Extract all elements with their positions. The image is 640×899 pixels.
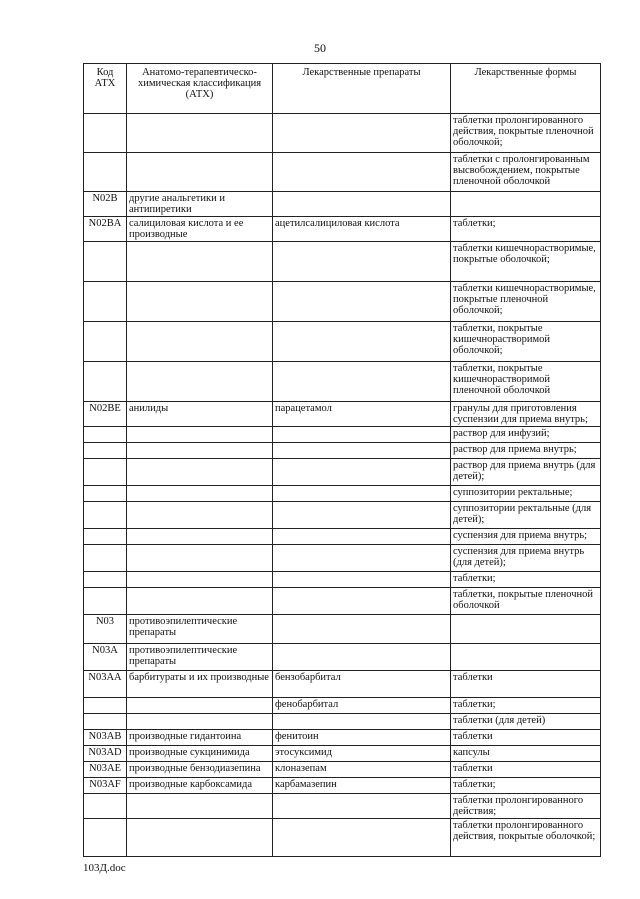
cell-form: таблетки пролонгированного действия, покрытые оболочкой; (451, 819, 601, 857)
table-row (84, 192, 601, 217)
cell-code: N03A (84, 644, 127, 671)
cell-drug (273, 502, 451, 529)
cell-form: таблетки с пролонгированным высвобождением, покрытые пленочной оболочкой (451, 153, 601, 192)
cell-drug (273, 192, 451, 217)
cell-drug: карбамазепин (273, 778, 451, 794)
cell-code (84, 572, 127, 588)
cell-form: таблетки, покрытые пленочной оболочкой (451, 588, 601, 615)
table-row (84, 730, 601, 746)
table-row (84, 615, 601, 644)
cell-form: таблетки, покрытые кишечнорастворимой оболочкой; (451, 322, 601, 362)
cell-drug (273, 529, 451, 545)
table-row (84, 402, 601, 427)
table-header (84, 64, 601, 114)
cell-drug (273, 486, 451, 502)
cell-drug (273, 322, 451, 362)
cell-drug (273, 443, 451, 459)
cell-drug (273, 459, 451, 486)
cell-code (84, 819, 127, 857)
cell-form (451, 644, 601, 671)
cell-atx (127, 529, 273, 545)
cell-atx: производные бензодиазепина (127, 762, 273, 778)
cell-atx: анилиды (127, 402, 273, 427)
table-row (84, 794, 601, 819)
table-row (84, 644, 601, 671)
cell-form (451, 615, 601, 644)
cell-atx (127, 427, 273, 443)
table-row (84, 671, 601, 698)
cell-code (84, 282, 127, 322)
cell-atx (127, 443, 273, 459)
cell-form: таблетки кишечнорастворимые, покрытые оболочкой; (451, 242, 601, 282)
cell-atx: производные гидантоина (127, 730, 273, 746)
cell-form: таблетки (451, 762, 601, 778)
cell-code (84, 794, 127, 819)
cell-drug (273, 714, 451, 730)
cell-drug (273, 644, 451, 671)
cell-code: N03 (84, 615, 127, 644)
cell-drug (273, 114, 451, 153)
cell-drug: фенитоин (273, 730, 451, 746)
table-row (84, 588, 601, 615)
header-code: Код АТХ (84, 64, 127, 114)
cell-code (84, 588, 127, 615)
table-row (84, 819, 601, 857)
cell-atx: барбитураты и их производные (127, 671, 273, 698)
table-row (84, 486, 601, 502)
footer-filename: 103Д.doc (83, 862, 126, 874)
cell-code: N03AB (84, 730, 127, 746)
cell-drug (273, 427, 451, 443)
table-row (84, 114, 601, 153)
cell-atx (127, 572, 273, 588)
cell-form: таблетки; (451, 698, 601, 714)
cell-atx (127, 698, 273, 714)
table-row (84, 282, 601, 322)
table-row (84, 459, 601, 486)
cell-code (84, 242, 127, 282)
cell-drug (273, 545, 451, 572)
cell-atx: салициловая кислота и ее производные (127, 217, 273, 242)
cell-atx (127, 794, 273, 819)
cell-form: раствор для приема внутрь; (451, 443, 601, 459)
cell-drug (273, 794, 451, 819)
cell-atx (127, 153, 273, 192)
cell-atx (127, 362, 273, 402)
cell-drug (273, 588, 451, 615)
cell-code: N03AD (84, 746, 127, 762)
cell-form: раствор для инфузий; (451, 427, 601, 443)
table-row (84, 529, 601, 545)
table-row (84, 322, 601, 362)
cell-code: N03AA (84, 671, 127, 698)
cell-code: N03AF (84, 778, 127, 794)
cell-form: суппозитории ректальные; (451, 486, 601, 502)
cell-drug: бензобарбитал (273, 671, 451, 698)
table-row (84, 572, 601, 588)
table-row (84, 762, 601, 778)
cell-atx: противоэпилептические препараты (127, 615, 273, 644)
cell-code: N02BA (84, 217, 127, 242)
table-row (84, 746, 601, 762)
header-drugs: Лекарственные препараты (273, 64, 451, 114)
cell-code (84, 529, 127, 545)
cell-atx (127, 486, 273, 502)
cell-form: таблетки (для детей) (451, 714, 601, 730)
cell-code (84, 459, 127, 486)
cell-code (84, 362, 127, 402)
cell-drug (273, 819, 451, 857)
cell-form: суспензия для приема внутрь; (451, 529, 601, 545)
cell-atx (127, 545, 273, 572)
cell-code (84, 502, 127, 529)
table-row (84, 502, 601, 529)
cell-form: капсулы (451, 746, 601, 762)
cell-atx: другие анальгетики и антипиретики (127, 192, 273, 217)
cell-code (84, 114, 127, 153)
table-row (84, 778, 601, 794)
table-row (84, 153, 601, 192)
cell-atx (127, 322, 273, 362)
cell-form (451, 192, 601, 217)
cell-drug (273, 282, 451, 322)
cell-code (84, 322, 127, 362)
cell-drug: клоназепам (273, 762, 451, 778)
table-row (84, 698, 601, 714)
cell-form: таблетки (451, 671, 601, 698)
cell-code (84, 698, 127, 714)
cell-form: таблетки, покрытые кишечнорастворимой пленочной оболочкой (451, 362, 601, 402)
table-row (84, 362, 601, 402)
cell-drug: парацетамол (273, 402, 451, 427)
cell-form: таблетки; (451, 572, 601, 588)
cell-form: таблетки пролонгированного действия, покрытые пленочной оболочкой; (451, 114, 601, 153)
cell-drug (273, 242, 451, 282)
table-row (84, 714, 601, 730)
header-forms: Лекарственные формы (451, 64, 601, 114)
cell-atx (127, 502, 273, 529)
cell-form: таблетки кишечнорастворимые, покрытые пленочной оболочкой; (451, 282, 601, 322)
cell-form: таблетки; (451, 217, 601, 242)
cell-form: таблетки пролонгированного действия; (451, 794, 601, 819)
cell-drug: ацетилсалициловая кислота (273, 217, 451, 242)
cell-form: таблетки; (451, 778, 601, 794)
cell-form: суппозитории ректальные (для детей); (451, 502, 601, 529)
table-body (84, 114, 601, 857)
cell-form: суспензия для приема внутрь (для детей); (451, 545, 601, 572)
cell-drug (273, 362, 451, 402)
cell-drug: фенобарбитал (273, 698, 451, 714)
cell-atx: противоэпилептические препараты (127, 644, 273, 671)
cell-atx (127, 242, 273, 282)
cell-atx: производные карбоксамида (127, 778, 273, 794)
cell-atx (127, 114, 273, 153)
cell-atx (127, 714, 273, 730)
cell-atx (127, 588, 273, 615)
page-number: 50 (314, 41, 326, 55)
table-row (84, 217, 601, 242)
cell-drug (273, 572, 451, 588)
atx-table (83, 63, 601, 857)
table-row (84, 242, 601, 282)
cell-drug (273, 153, 451, 192)
cell-code: N02B (84, 192, 127, 217)
cell-form: таблетки (451, 730, 601, 746)
cell-form: гранулы для приготовления суспензии для приема внутрь; (451, 402, 601, 427)
cell-drug (273, 615, 451, 644)
cell-code: N03AE (84, 762, 127, 778)
cell-code (84, 443, 127, 459)
cell-code: N02BE (84, 402, 127, 427)
table-row (84, 545, 601, 572)
cell-code (84, 545, 127, 572)
cell-code (84, 427, 127, 443)
table-row (84, 427, 601, 443)
header-atx: Анатомо-терапевтическо-химическая классификация (АТХ) (127, 64, 273, 114)
cell-atx (127, 282, 273, 322)
cell-atx (127, 459, 273, 486)
table-row (84, 443, 601, 459)
cell-code (84, 153, 127, 192)
cell-code (84, 714, 127, 730)
cell-drug: этосуксимид (273, 746, 451, 762)
cell-code (84, 486, 127, 502)
cell-atx: производные сукцинимида (127, 746, 273, 762)
cell-form: раствор для приема внутрь (для детей); (451, 459, 601, 486)
cell-atx (127, 819, 273, 857)
